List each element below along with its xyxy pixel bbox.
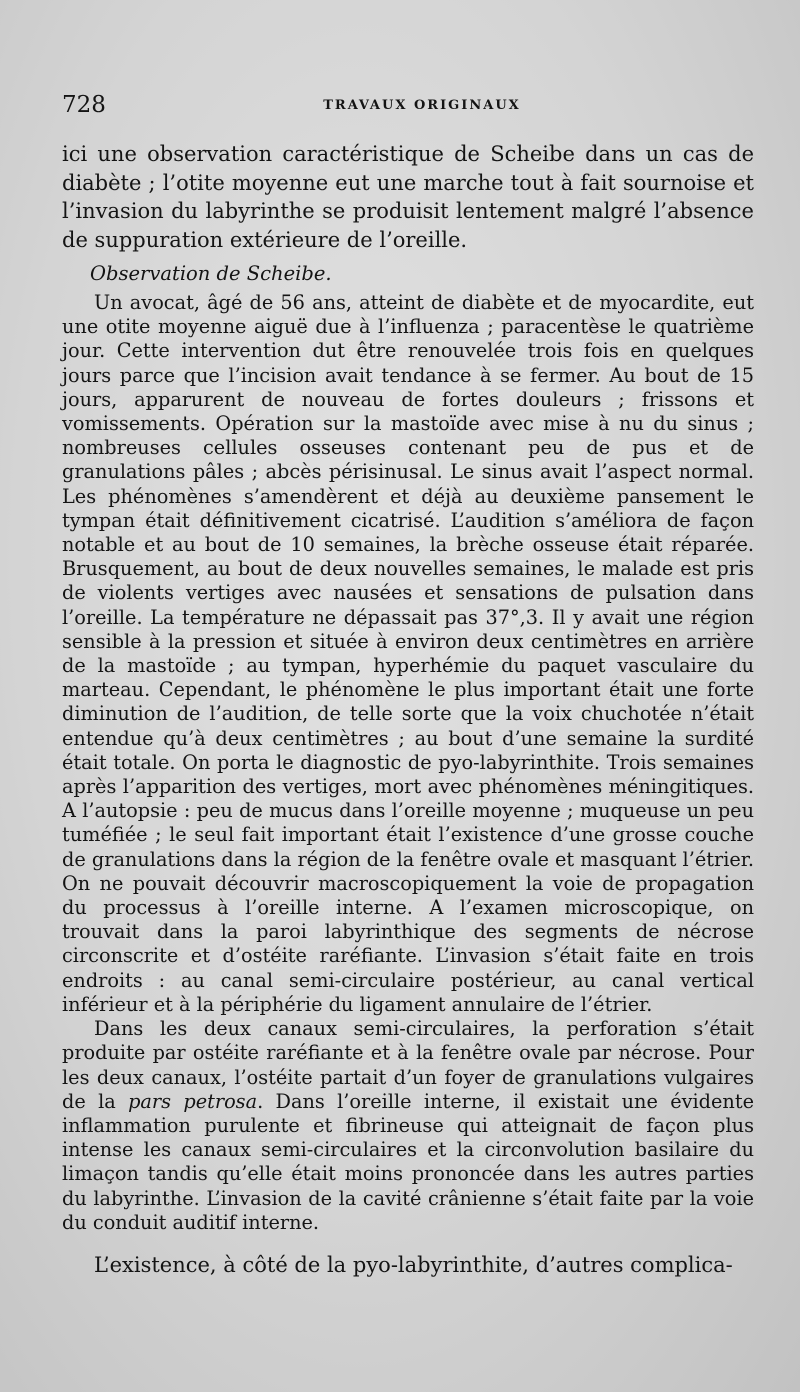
pars-petrosa-term: pars petrosa [128, 1089, 258, 1113]
page-header [62, 92, 752, 122]
intro-paragraph: ici une observation caractéristique de Scheibe dans un cas de diabète ; l’otite moyenne eut une marche tout à fait sournoise et l’invasion du labyrinthe se produisit lentement malgré l’absence de suppuration extérieure de l’oreille. [62, 142, 754, 252]
observation-heading: Observation de Scheibe. [90, 262, 332, 285]
perforation-paragraph [62, 1017, 754, 1235]
page-number: 728 [62, 92, 106, 118]
observation-paragraph: Un avocat, âgé de 56 ans, atteint de diabète et de myocardite, eut une otite moyenne aiguë due à l’influenza ; paracentèse le quatrième jour. Cette intervention dut être renouvelée trois fois en quelques jours parce que l’incision avait tendance à se fermer. Au bout de 15 jours, apparurent de nouveau de fortes douleurs ; frissons et vomissements. Opération sur la mastoïde avec mise à nu du sinus ; nombreuses cellules osseuses contenant peu de pus et de granulations pâles ; abcès périsinusal. Le sinus avait l’aspect normal. Les phénomènes s’amendèrent et déjà au deuxième pansement le tympan était définitivement cicatrisé. L’audition s’améliora de façon notable et au bout de 10 semaines, la brèche osseuse était réparée. Brusquement, au bout de deux nouvelles semaines, le malade est pris de violents vertiges avec nausées et sensations de pulsation dans l’oreille. La température ne dépassait pas 37°,3. Il y avait une région sensible à la pression et située à environ deux centimètres en arrière de la mastoïde ; au tympan, hyperhémie du paquet vasculaire du marteau. Cependant, le phénomène le plus important était une forte diminution de l’audition, de telle sorte que la voix chuchotée n’était entendue qu’à deux centimètres ; au bout d’une semaine la surdité était totale. On porta le diagnostic de pyo-labyrinthite. Trois semaines après l’apparition des vertiges, mort avec phénomènes méningitiques. A l’autopsie : peu de mucus dans l’oreille moyenne ; muqueuse un peu tuméfiée ; le seul fait important était l’existence d’une grosse couche de granulations dans la région de la fenêtre ovale et masquant l’étrier. On ne pouvait découvrir macroscopiquement la voie de propagation du processus à l’oreille interne. A l’examen microscopique, on trouvait dans la paroi labyrinthique des segments de nécrose circonscrite et d’ostéite raréfiante. L’invasion s’était faite en trois endroits : au canal semi-circulaire postérieur, au canal vertical inférieur et à la périphérie du ligament annulaire de l’étrier. [62, 291, 755, 1016]
final-paragraph: L’existence, à côté de la pyo-labyrinthite, d’autres complica- [94, 1252, 733, 1277]
running-head: TRAVAUX ORIGINAUX [323, 98, 521, 113]
perforation-text-start: Dans les deux canaux semi-circulaires, la perforation s’était produite par ostéite raréfiante et à la fenêtre ovale par nécrose. Pour les deux canaux, l’ostéite partait d’un foyer de granulations vulgaires de la [62, 1017, 754, 1113]
body-text [62, 140, 754, 1279]
perforation-text-end: . Dans l’oreille interne, il existait une évidente inflammation purulente et fibrineuse qui atteignait de façon plus intense les canaux semi-circulaires et la circonvolution basilaire du limaçon tandis qu’elle était moins prononcée dans les autres parties du labyrinthe. L’invasion de la cavité crânienne s’était faite par la voie du conduit auditif interne. [62, 1089, 754, 1234]
